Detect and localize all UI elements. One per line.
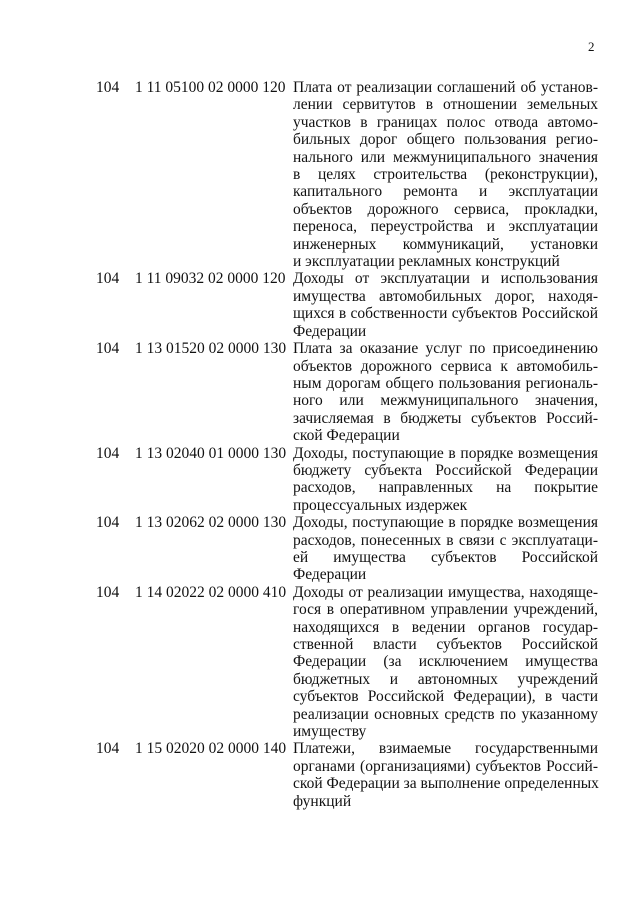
description-line: объектов дорожного сервиса, прокладки, (293, 200, 598, 218)
administrator-code: 104 (96, 583, 120, 601)
table-row (0, 445, 640, 515)
income-description (293, 340, 598, 444)
income-description (293, 514, 598, 584)
description-line: имущества автомобильных дорог, находя- (293, 287, 598, 305)
administrator-code: 104 (96, 340, 120, 358)
income-description (293, 270, 598, 340)
description-line: переноса, переустройства и эксплуатации (293, 218, 598, 236)
description-line: бюджету субъекта Российской Федерации (293, 461, 598, 479)
description-line: функций (293, 792, 352, 810)
income-description (293, 740, 598, 810)
page-number: 2 (588, 39, 595, 54)
table-row (0, 270, 640, 340)
description-line: Федерации (за исключением имущества (293, 653, 598, 671)
description-line: реализации основных средств по указанному (293, 705, 598, 723)
description-line: бильных дорог общего пользования регио- (293, 131, 598, 149)
description-line: Федерации (293, 566, 367, 584)
administrator-code: 104 (96, 79, 120, 96)
description-line: расходов, направленных на покрытие (293, 479, 598, 497)
description-line: Платежи, взимаемые государственными (293, 740, 598, 758)
administrator-code: 104 (96, 740, 120, 758)
description-line: Доходы, поступающие в порядке возмещения (293, 444, 598, 462)
budget-classification-code: 1 15 02020 02 0000 140 (135, 740, 287, 758)
description-line: ской Федерации за выполнение определенных (293, 775, 599, 793)
description-line: в целях строительства (реконструкции), (293, 166, 598, 184)
description-line: бюджетных и автономных учреждений (293, 670, 598, 688)
table-row (0, 340, 640, 444)
description-line: объектов дорожного сервиса к автомобиль- (293, 357, 598, 375)
income-description (293, 584, 598, 741)
budget-classification-code: 1 13 02040 01 0000 130 (135, 444, 287, 462)
description-line: ного или межмуниципального значения, (293, 392, 598, 410)
budget-classification-code: 1 11 09032 02 0000 120 (135, 270, 286, 288)
description-line: ей имущества субъектов Российской (293, 548, 598, 566)
description-line: ным дорогам общего пользования региональ- (293, 374, 598, 392)
description-line: лении сервитутов в отношении земельных (293, 96, 598, 114)
description-line: имуществу (293, 723, 367, 741)
administrator-code: 104 (96, 444, 120, 462)
table-row (0, 79, 640, 270)
budget-classification-code: 1 13 02062 02 0000 130 (135, 514, 287, 532)
administrator-code: 104 (96, 270, 120, 288)
description-line: Доходы от реализации имущества, находяще- (293, 583, 598, 601)
description-line: Плата за оказание услуг по присоединению (293, 340, 598, 358)
table-row (0, 584, 640, 741)
description-line: участков в границах полос отвода автомо- (293, 113, 598, 131)
description-line: Плата от реализации соглашений об установ- (293, 79, 598, 96)
table-row (0, 514, 640, 584)
description-line: нального или межмуниципального значения (293, 148, 598, 166)
description-line: и эксплуатации рекламных конструкций (293, 253, 560, 271)
description-line: находящихся в ведении органов государ- (293, 618, 598, 636)
description-line: ской Федерации (293, 427, 400, 445)
description-line: гося в оперативном управлении учреждений, (293, 601, 598, 619)
description-line: Доходы, поступающие в порядке возмещения (293, 514, 598, 532)
description-line: расходов, понесенных в связи с эксплуатаци- (293, 531, 598, 549)
description-line: процессуальных издержек (293, 496, 468, 514)
description-line: инженерных коммуникаций, установки (293, 235, 598, 253)
budget-classification-code: 1 13 01520 02 0000 130 (135, 340, 287, 358)
income-description (293, 79, 598, 270)
income-description (293, 445, 598, 515)
description-line: зачисляемая в бюджеты субъектов Россий- (293, 409, 598, 427)
description-line: Федерации (293, 322, 367, 340)
income-code-table (0, 79, 640, 810)
description-line: капитального ремонта и эксплуатации (293, 183, 598, 201)
table-row (0, 740, 640, 810)
administrator-code: 104 (96, 514, 120, 532)
budget-classification-code: 1 14 02022 02 0000 410 (135, 583, 287, 601)
description-line: Доходы от эксплуатации и использования (293, 270, 598, 288)
budget-classification-code: 1 11 05100 02 0000 120 (135, 79, 286, 96)
description-line: щихся в собственности субъектов Российской (293, 305, 598, 323)
description-line: органами (организациями) субъектов Россий- (293, 757, 598, 775)
description-line: ственной власти субъектов Российской (293, 636, 598, 653)
description-line: субъектов Российской Федерации), в части (293, 688, 598, 706)
